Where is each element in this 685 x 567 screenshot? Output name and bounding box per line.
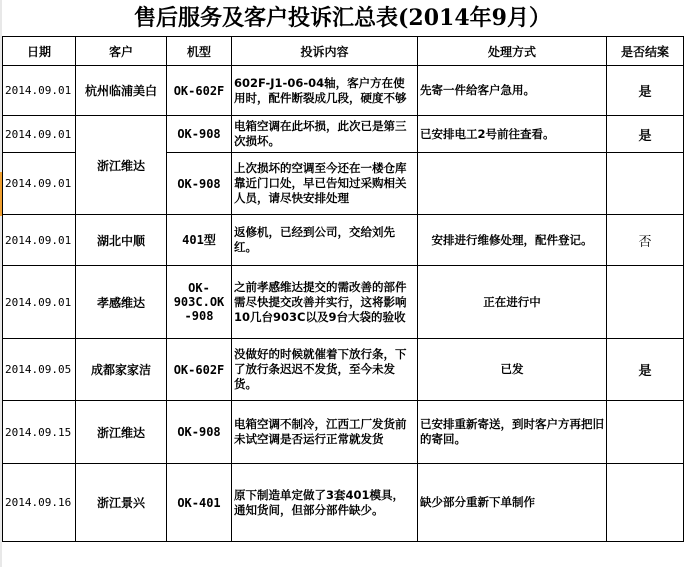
header-complaint[interactable]: 投诉内容 <box>232 37 418 66</box>
table-row <box>3 215 684 266</box>
model-cell[interactable]: OK-602F <box>167 339 232 401</box>
closed-cell[interactable] <box>607 153 684 215</box>
model-cell[interactable]: 401型 <box>167 215 232 266</box>
customer-cell[interactable]: 杭州临浦美白 <box>76 66 167 116</box>
handling-cell[interactable]: 已安排重新寄送，到时客户方再把旧的寄回。 <box>418 401 607 464</box>
closed-cell[interactable]: 是 <box>607 339 684 401</box>
customer-cell[interactable]: 浙江维达 <box>76 401 167 464</box>
handling-cell[interactable]: 先寄一件给客户急用。 <box>418 66 607 116</box>
handling-cell[interactable]: 正在进行中 <box>418 266 607 339</box>
table-row <box>3 66 684 116</box>
customer-cell[interactable]: 浙江景兴 <box>76 464 167 542</box>
header-model[interactable]: 机型 <box>167 37 232 66</box>
model-cell[interactable]: OK-401 <box>167 464 232 542</box>
handling-cell[interactable]: 缺少部分重新下单制作 <box>418 464 607 542</box>
handling-cell[interactable] <box>418 153 607 215</box>
complaint-table <box>2 36 684 542</box>
handling-cell[interactable]: 已发 <box>418 339 607 401</box>
table-row <box>3 464 684 542</box>
complaint-cell[interactable]: 上次损坏的空调至今还在一楼仓库靠近门口处，早已告知过采购相关人员，请尽快安排处理 <box>232 153 418 215</box>
header-date[interactable]: 日期 <box>3 37 76 66</box>
model-line: 903C.OK <box>173 295 225 309</box>
date-cell[interactable]: 2014.09.01 <box>3 66 76 116</box>
customer-cell[interactable]: 成都家家洁 <box>76 339 167 401</box>
complaint-cell[interactable]: 电箱空调不制冷，江西工厂发货前未试空调是否运行正常就发货 <box>232 401 418 464</box>
complaint-cell[interactable]: 电箱空调在此坏损，此次已是第三次损坏。 <box>232 116 418 153</box>
customer-cell[interactable]: 孝感维达 <box>76 266 167 339</box>
date-cell[interactable]: 2014.09.05 <box>3 339 76 401</box>
complaint-cell[interactable]: 之前孝感维达提交的需改善的部件需尽快提交改善并实行，这将影响10几台903C以及9台大袋的验收 <box>232 266 418 339</box>
date-cell[interactable]: 2014.09.01 <box>3 116 76 153</box>
table-row <box>3 401 684 464</box>
handling-cell[interactable]: 安排进行维修处理，配件登记。 <box>418 215 607 266</box>
closed-cell[interactable] <box>607 266 684 339</box>
date-cell[interactable]: 2014.09.01 <box>3 215 76 266</box>
customer-cell[interactable]: 浙江维达 <box>76 116 167 215</box>
header-handling[interactable]: 处理方式 <box>418 37 607 66</box>
date-cell[interactable]: 2014.09.16 <box>3 464 76 542</box>
header-customer[interactable]: 客户 <box>76 37 167 66</box>
complaint-cell[interactable]: 返修机，已经到公司，交给刘先红。 <box>232 215 418 266</box>
date-cell[interactable]: 2014.09.15 <box>3 401 76 464</box>
handling-cell[interactable]: 已安排电工2号前往查看。 <box>418 116 607 153</box>
sheet-title: 售后服务及客户投诉汇总表(2014年9月） <box>134 5 551 31</box>
customer-cell[interactable]: 湖北中顺 <box>76 215 167 266</box>
complaint-cell[interactable]: 没做好的时候就催着下放行条，下了放行条迟迟不发货，至今未发货。 <box>232 339 418 401</box>
table-row <box>3 339 684 401</box>
complaint-cell[interactable]: 原下制造单定做了3套401模具，通知货间，但部分部件缺少。 <box>232 464 418 542</box>
date-cell[interactable]: 2014.09.01 <box>3 266 76 339</box>
complaint-cell[interactable]: 602F-J1-06-04轴，客户方在使用时，配件断裂成几段，硬度不够 <box>232 66 418 116</box>
date-cell[interactable]: 2014.09.01 <box>3 153 76 215</box>
model-cell[interactable]: OK-908 <box>167 153 232 215</box>
table-row <box>3 266 684 339</box>
header-row <box>3 37 684 66</box>
model-line: OK- <box>188 281 210 295</box>
header-closed[interactable]: 是否结案 <box>607 37 684 66</box>
closed-cell[interactable]: 是 <box>607 66 684 116</box>
model-line: -908 <box>184 309 214 323</box>
closed-cell[interactable]: 是 <box>607 116 684 153</box>
closed-cell[interactable] <box>607 401 684 464</box>
model-cell[interactable]: OK-908 <box>167 401 232 464</box>
model-cell[interactable] <box>167 266 232 339</box>
table-row <box>3 116 684 153</box>
closed-cell[interactable]: 否 <box>607 215 684 266</box>
model-cell[interactable]: OK-602F <box>167 66 232 116</box>
closed-cell[interactable] <box>607 464 684 542</box>
model-cell[interactable]: OK-908 <box>167 116 232 153</box>
